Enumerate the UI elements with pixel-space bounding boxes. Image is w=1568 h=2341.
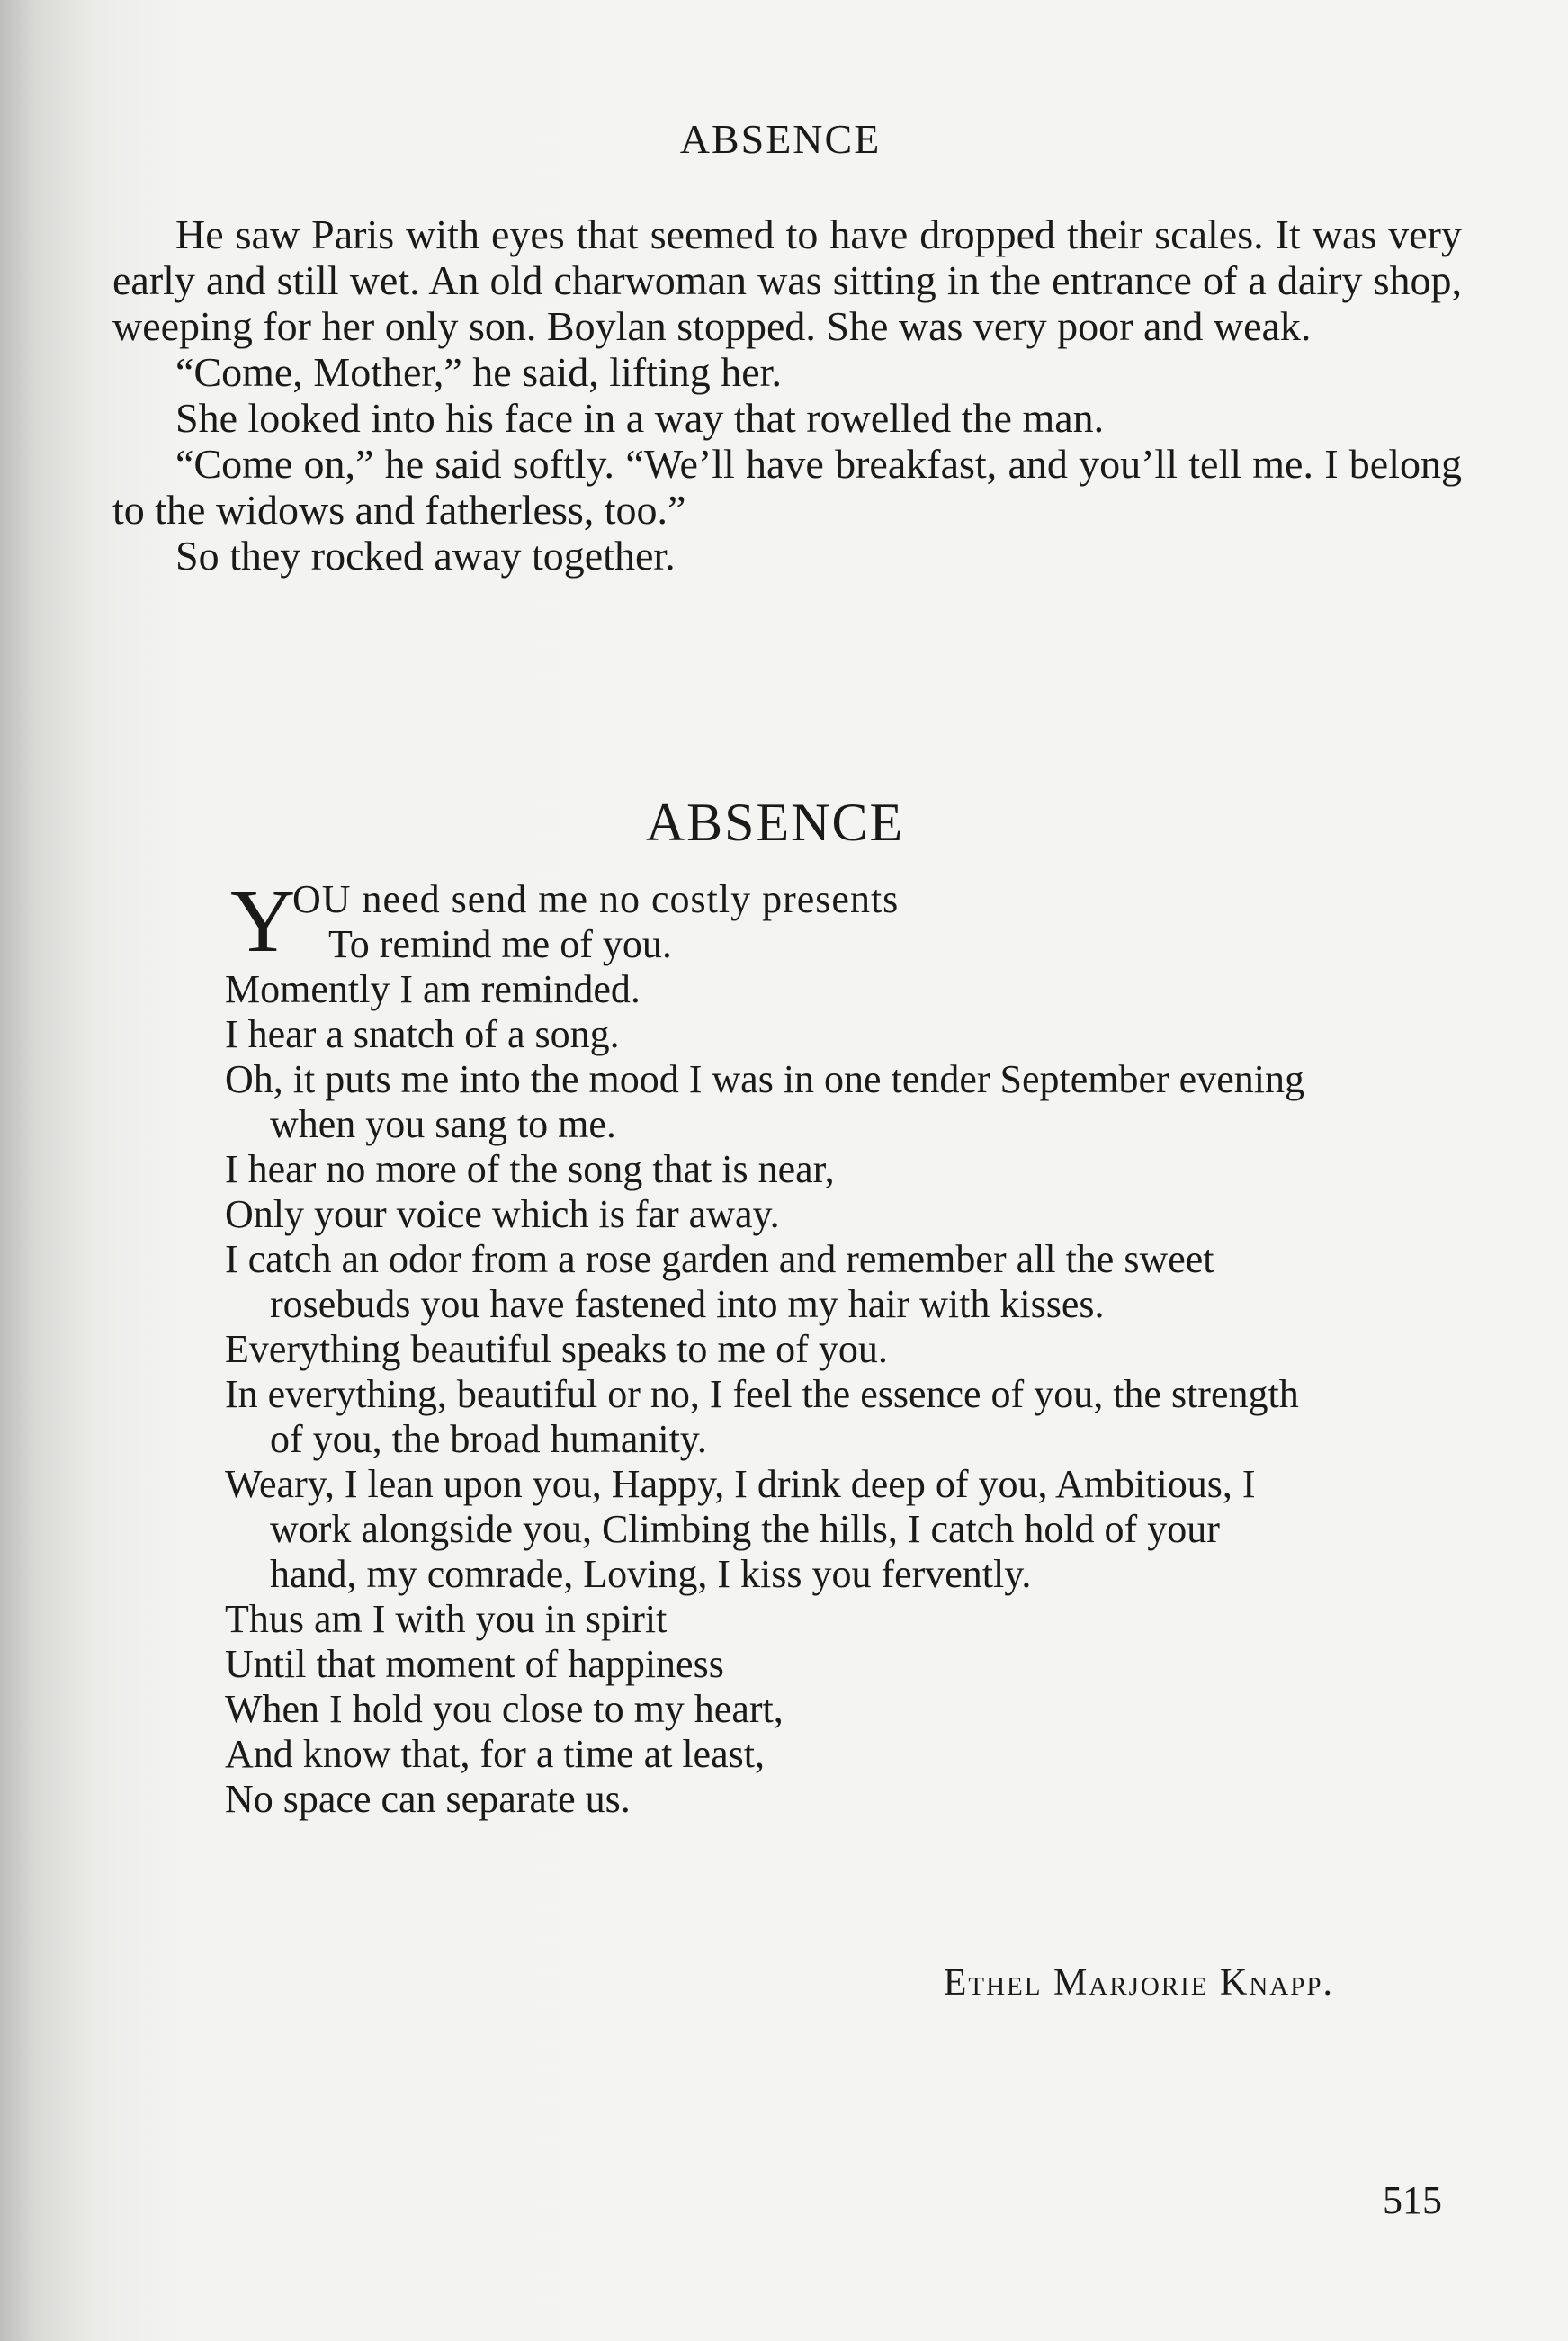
poem-line: When I hold you close to my heart, [225,1687,784,1731]
poem-line: I catch an odor from a rose garden and remember all the sweet rosebuds you have fastened into my hair with kisses. [225,1237,1214,1326]
poem-line: Oh, it puts me into the mood I was in one tender September evening when you sang to me. [225,1057,1304,1146]
poem-line: Momently I am reminded. [225,967,641,1011]
author-signature: Ethel Marjorie Knapp. [943,1962,1334,2004]
poem-title [0,792,1568,854]
poem-first-line-text: OU need send me no costly presents [292,877,900,921]
poem-line: I hear no more of the song that is near, [225,1147,835,1191]
prose-paragraph: So they rocked away together. [175,533,676,579]
drop-cap: Y [230,871,296,971]
prose-paragraph: “Come on,” he said softly. “We’ll have breakfast, and you’ll tell me. I belong to the widows and fatherless, too.” [112,441,1462,533]
poem-title-text: ABSENCE [645,793,905,852]
poem-line: Everything beautiful speaks to me of you. [225,1327,888,1371]
prose-paragraph: “Come, Mother,” he said, lifting her. [175,349,782,395]
poem-line: Until that moment of happiness [225,1642,724,1686]
poem-line: To remind me of you. [328,922,672,966]
poem-body [225,871,1313,1822]
poem-line: And know that, for a time at least, [225,1732,765,1776]
running-title-text: ABSENCE [679,116,882,162]
running-title [0,115,1568,163]
prose-paragraph: He saw Paris with eyes that seemed to have dropped their scales. It was very early and still wet. An old charwoman was sitting in the entrance of a dairy shop, weeping for her only son. Boylan stopped. She was very poor and weak. [112,211,1462,349]
prose-paragraph: She looked into his face in a way that rowelled the man. [175,395,1105,441]
poem-line: In everything, beautiful or no, I feel the essence of you, the strength of you, the broad humanity. [225,1372,1299,1461]
poem-line: I hear a snatch of a song. [225,1012,620,1056]
poem-line: Only your voice which is far away. [225,1192,780,1236]
poem-line: Weary, I lean upon you, Happy, I drink deep of you, Ambitious, I work alongside you, Climbing the hills, I catch hold of your hand, my comrade, Loving, I kiss you fervently. [225,1462,1256,1596]
prose-excerpt [112,211,1462,579]
poem-line: No space can separate us. [225,1777,631,1821]
poem-line: Thus am I with you in spirit [225,1597,668,1641]
page-number: 515 [1383,2178,1442,2222]
